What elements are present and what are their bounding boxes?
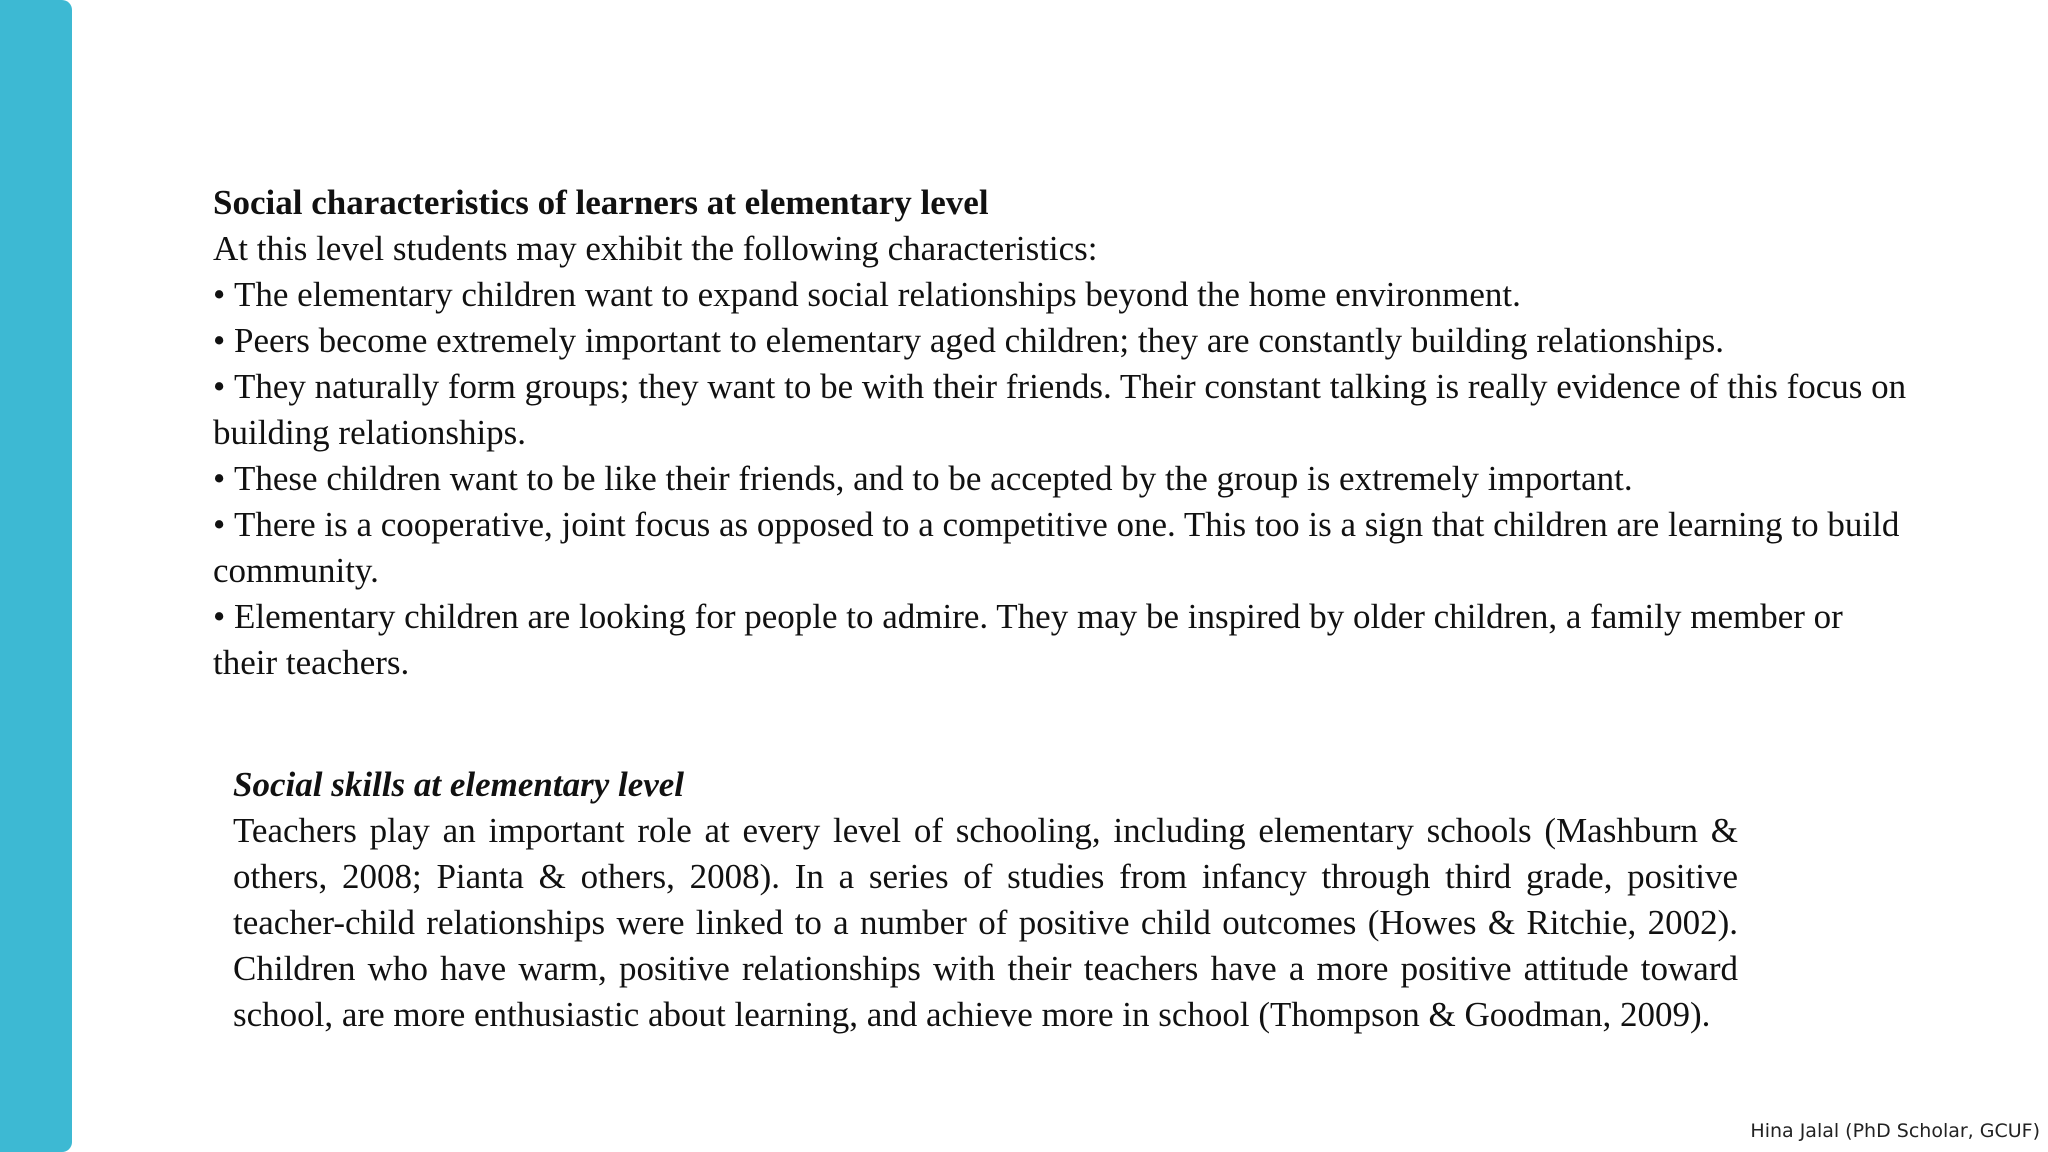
- characteristics-section: [213, 180, 1913, 686]
- bullet-item: • They naturally form groups; they want to be with their friends. Their constant talking is really evidence of this focus on building relationships.: [213, 364, 1913, 456]
- bullet-item: • Peers become extremely important to elementary aged children; they are constantly building relationships.: [213, 318, 1913, 364]
- social-skills-section: [233, 762, 1738, 1038]
- author-credit: Hina Jalal (PhD Scholar, GCUF): [1750, 1120, 2040, 1142]
- bullet-item: • There is a cooperative, joint focus as opposed to a competitive one. This too is a sign that children are learning to build community.: [213, 502, 1913, 594]
- social-skills-heading: Social skills at elementary level: [233, 765, 685, 804]
- bullet-item: • Elementary children are looking for people to admire. They may be inspired by older children, a family member or their teachers.: [213, 594, 1913, 686]
- accent-side-bar: [0, 0, 72, 1152]
- characteristics-intro: At this level students may exhibit the following characteristics:: [213, 229, 1098, 268]
- social-skills-paragraph: Teachers play an important role at every level of schooling, including elementary schools (Mashburn & others, 2008; Pianta & others, 2008). In a series of studies from infancy through third grade, positive teacher-child relationships were linked to a number of positive child outcomes (Howes & Ritchie, 2002). Children who have warm, positive relationships with their teachers have a more positive attitude toward school, are more enthusiastic about learning, and achieve more in school (Thompson & Goodman, 2009).: [233, 811, 1738, 1034]
- characteristics-heading: Social characteristics of learners at elementary level: [213, 183, 989, 222]
- bullet-item: • The elementary children want to expand social relationships beyond the home environment.: [213, 272, 1913, 318]
- bullet-item: • These children want to be like their friends, and to be accepted by the group is extremely important.: [213, 456, 1913, 502]
